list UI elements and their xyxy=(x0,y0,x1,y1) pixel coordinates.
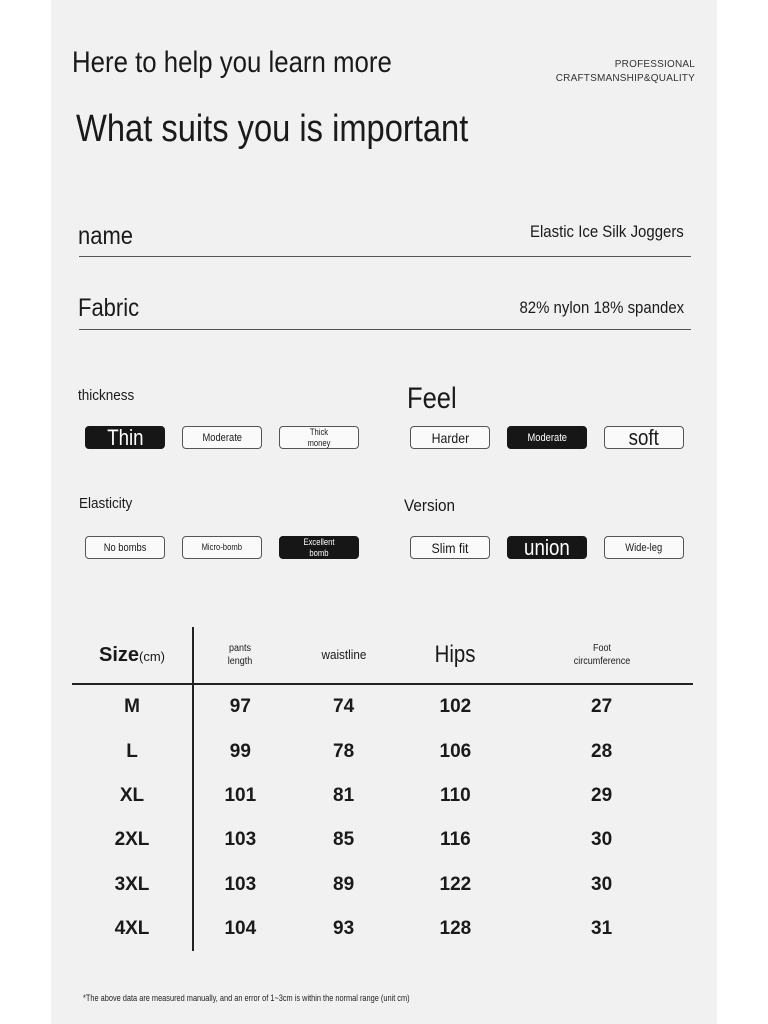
size-column-header: Size(cm) xyxy=(72,627,193,684)
foot-circumference-cell: 30 xyxy=(591,873,613,895)
pants-length-cell: 101 xyxy=(224,784,257,806)
hips-cell: 110 xyxy=(440,784,471,806)
thickness-option-thin[interactable]: Thin xyxy=(85,426,165,449)
elasticity-title: Elasticity xyxy=(79,495,133,512)
hips-cell: 116 xyxy=(440,829,471,851)
waistline-cell: 89 xyxy=(333,873,355,895)
brand-line-1: PROFESSIONAL xyxy=(614,59,695,70)
name-value: Elastic Ice Silk Joggers xyxy=(530,222,684,241)
waistline-cell: 85 xyxy=(333,829,355,851)
hips-cell: 102 xyxy=(439,696,472,718)
waistline-cell: 93 xyxy=(333,918,355,940)
thickness-option-moderate[interactable]: Moderate xyxy=(182,426,262,449)
version-title: Version xyxy=(404,496,456,515)
elasticity-option-micro-bomb[interactable]: Micro-bomb xyxy=(182,536,262,559)
foot-circumference-cell: 27 xyxy=(591,696,613,718)
page-subtitle: Here to help you learn more xyxy=(72,46,392,79)
pants-length-cell: 99 xyxy=(229,740,251,762)
feel-option-moderate[interactable]: Moderate xyxy=(507,426,587,449)
version-option-slim-fit[interactable]: Slim fit xyxy=(410,536,490,559)
brand-line-2: CRAFTSMANSHIP&QUALITY xyxy=(555,73,695,84)
feel-option-harder[interactable]: Harder xyxy=(410,426,490,449)
version-option-wide-leg[interactable]: Wide-leg xyxy=(604,536,684,559)
measurement-footnote: *The above data are measured manually, and an error of 1~3cm is within the normal range (unit cm) xyxy=(83,993,410,1003)
waistline-cell: 78 xyxy=(333,740,355,762)
feel-title: Feel xyxy=(407,382,457,415)
fabric-value: 82% nylon 18% spandex xyxy=(519,298,684,317)
table-row xyxy=(72,684,693,729)
pants-length-cell: 97 xyxy=(229,696,251,718)
size-cell: 3XL xyxy=(72,863,193,907)
foot-circumference-cell: 31 xyxy=(591,918,613,940)
size-cell: 2XL xyxy=(72,818,193,862)
fabric-divider xyxy=(79,329,691,330)
size-cell: L xyxy=(72,729,193,773)
hips-cell: 128 xyxy=(439,918,472,940)
hips-cell: 122 xyxy=(439,873,472,895)
thickness-option-thick-money[interactable]: Thick money xyxy=(279,426,359,449)
feel-option-soft[interactable]: soft xyxy=(604,426,684,449)
foot-circumference-cell: 30 xyxy=(591,829,613,851)
waistline-cell: 74 xyxy=(333,696,355,718)
foot-circumference-cell: 29 xyxy=(591,784,613,806)
pants-length-cell: 104 xyxy=(224,918,257,940)
table-row xyxy=(72,863,693,907)
size-cell: 4XL xyxy=(72,907,193,951)
hips-cell: 106 xyxy=(439,740,472,762)
version-option-union[interactable]: union xyxy=(507,536,587,559)
foot-circumference-header: Foot circumference xyxy=(510,627,693,684)
table-row xyxy=(72,774,693,818)
size-table xyxy=(72,627,693,951)
size-cell: M xyxy=(72,684,193,729)
foot-circumference-cell: 28 xyxy=(591,740,613,762)
table-row xyxy=(72,729,693,773)
fabric-label: Fabric xyxy=(78,294,140,322)
pants-length-cell: 103 xyxy=(224,873,257,895)
table-row xyxy=(72,818,693,862)
elasticity-option-no-bombs[interactable]: No bombs xyxy=(85,536,165,559)
pants-length-header: pants length xyxy=(193,627,287,684)
pants-length-cell: 103 xyxy=(224,829,257,851)
name-label: name xyxy=(78,222,134,250)
page-title: What suits you is important xyxy=(76,108,469,150)
name-divider xyxy=(79,256,691,257)
thickness-title: thickness xyxy=(78,387,135,404)
size-table-header xyxy=(72,627,693,684)
elasticity-option-excellent-bomb[interactable]: Excellent bomb xyxy=(279,536,359,559)
waistline-header: waistline xyxy=(287,627,401,684)
hips-header: Hips xyxy=(401,627,511,684)
brand-tagline xyxy=(556,58,695,86)
table-row xyxy=(72,907,693,951)
waistline-cell: 81 xyxy=(333,784,355,806)
size-cell: XL xyxy=(72,774,193,818)
